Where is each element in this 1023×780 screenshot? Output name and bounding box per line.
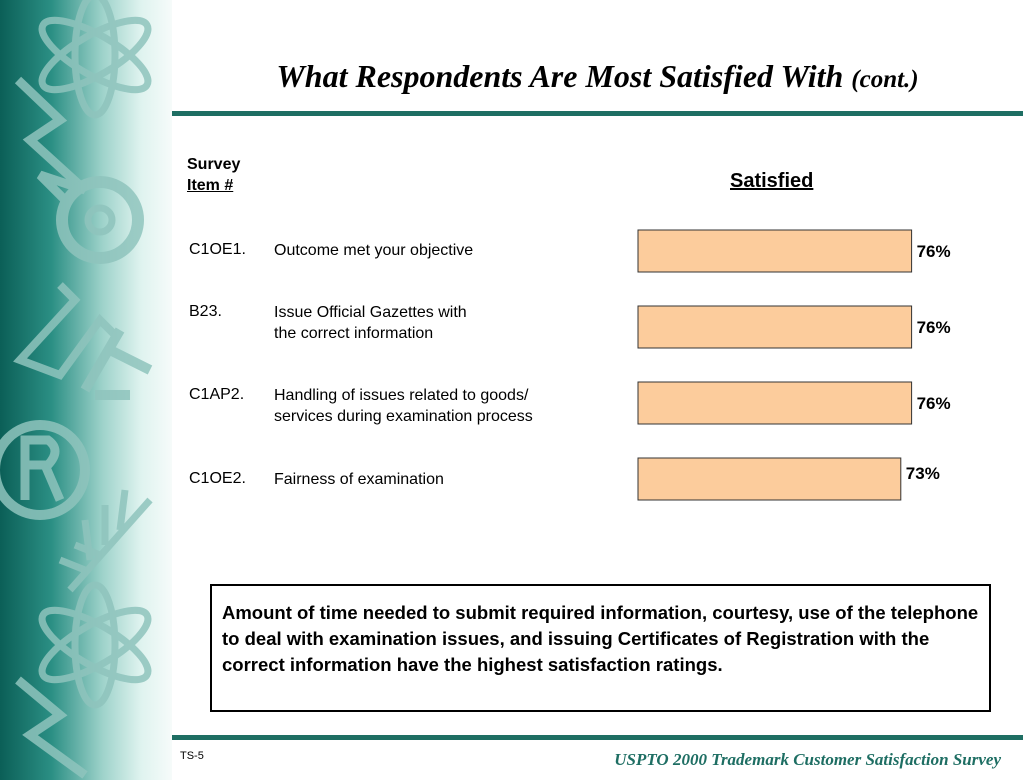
- item-description: [274, 240, 473, 261]
- item-description-line1: Issue Official Gazettes with: [274, 304, 467, 321]
- bar-value-label: 76%: [916, 242, 951, 261]
- summary-note: Amount of time needed to submit required information, courtesy, use of the telephone to deal with examination issues, and issuing Certificates of Registration with the correct information have the highest satisfaction ratings.: [210, 584, 991, 712]
- decorative-sidebar: [0, 0, 172, 780]
- bar-value-label: 76%: [916, 318, 951, 337]
- item-description-line1: Fairness of examination: [274, 471, 444, 488]
- item-code: C1OE2.: [189, 470, 246, 487]
- item-code: C1OE1.: [189, 241, 246, 258]
- bar-c1oe1: [638, 230, 912, 272]
- satisfied-bar-chart: [600, 220, 980, 510]
- title-divider: [172, 111, 1023, 116]
- item-description: [274, 385, 533, 427]
- survey-item-header-line1: Survey: [187, 156, 241, 173]
- item-code: C1AP2.: [189, 386, 245, 403]
- survey-item-header-line2: Item #: [187, 177, 234, 194]
- item-description-line1: Outcome met your objective: [274, 242, 474, 259]
- page-title: [172, 58, 1023, 95]
- lightning-icon: [18, 680, 85, 775]
- footer-title: USPTO 2000 Trademark Customer Satisfaction Survey: [614, 750, 1001, 769]
- bar-b23: [638, 306, 912, 348]
- bar-value-label: 73%: [905, 464, 940, 483]
- atom-icon: [33, 585, 157, 705]
- registered-mark-icon: [0, 425, 85, 515]
- footer-divider: [172, 735, 1023, 740]
- item-code: B23.: [189, 303, 222, 320]
- atom-icon: [33, 0, 157, 115]
- item-description-line1: Handling of issues related to goods/: [274, 387, 529, 404]
- title-sub: (cont.): [851, 66, 919, 93]
- title-main: What Respondents Are Most Satisfied With: [276, 58, 844, 94]
- item-description-line2: services during examination process: [274, 408, 533, 425]
- bar-value-label: 76%: [916, 394, 951, 413]
- item-description: [274, 469, 444, 490]
- microscope-icon: [85, 330, 150, 395]
- item-description: [274, 302, 467, 344]
- item-description-line2: the correct information: [274, 325, 434, 342]
- survey-item-header: [187, 154, 240, 196]
- gear-icon: [62, 182, 138, 258]
- bar-c1ap2: [638, 382, 912, 424]
- slide-number: TS-5: [180, 750, 204, 762]
- satisfied-header: Satisfied: [730, 170, 814, 192]
- bar-c1oe2: [638, 458, 901, 500]
